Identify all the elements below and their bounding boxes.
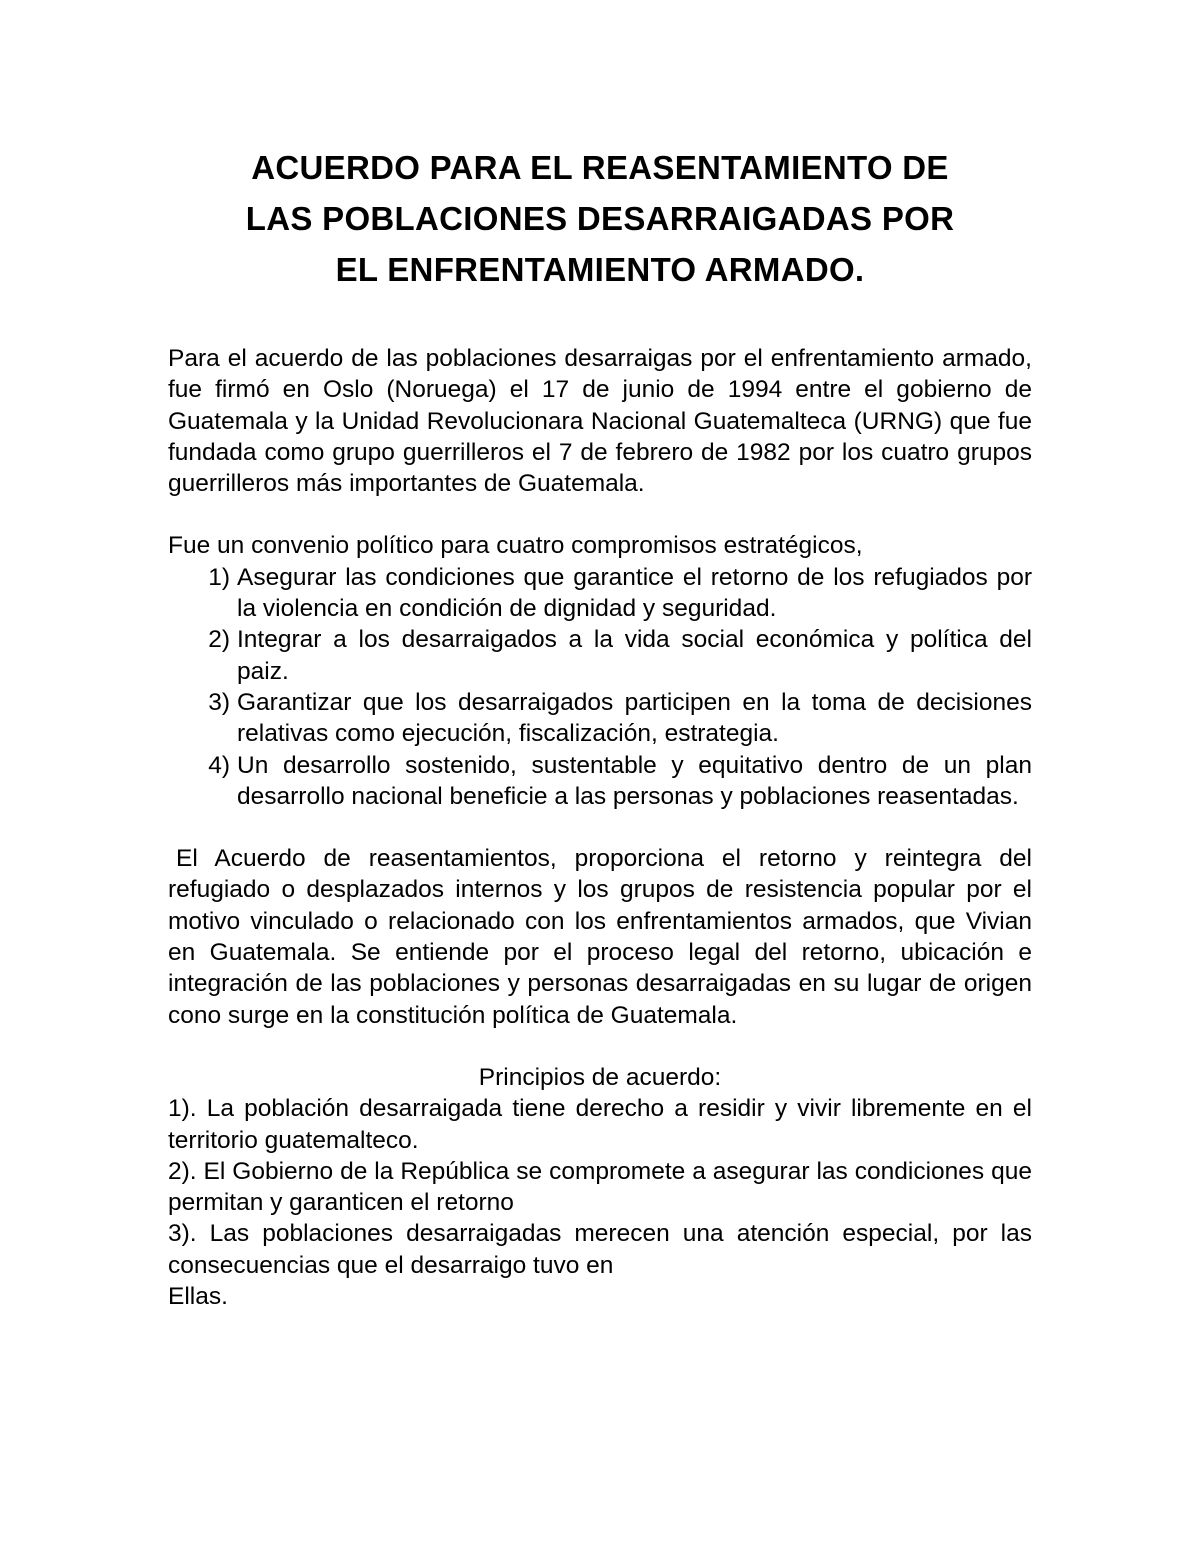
- list-item: [168, 750, 1032, 813]
- list-item-number: 4): [208, 751, 230, 779]
- document-page: [168, 142, 1032, 1312]
- document-title: [168, 142, 1032, 295]
- title-line-1: ACUERDO PARA EL REASENTAMIENTO DE: [251, 149, 949, 186]
- principle-item: 3). Las poblaciones desarraigadas merecen una atención especial, por las consecuencias que el desarraigo tuvo en: [168, 1220, 1032, 1279]
- list-item-text: Un desarrollo sostenido, sustentable y equitativo dentro de un plan desarrollo nacional beneficie a las personas y poblaciones reasentadas.: [237, 751, 1032, 810]
- list-item-text: Garantizar que los desarraigados participen en la toma de decisiones relativas como ejecución, fiscalización, estrategia.: [237, 688, 1032, 748]
- commitments-list: [168, 562, 1032, 812]
- list-item-number: 1): [208, 563, 230, 591]
- intro-paragraph: Para el acuerdo de las poblaciones desarraigas por el enfrentamiento armado, fue firmó en Oslo (Noruega) el 17 de junio de 1994 entre el gobierno de Guatemala y la Unidad Revolucionara Nacional Guatemalteca (URNG) que fue fundada como grupo guerrilleros el 7 de febrero de 1982 por los cuatro grupos guerrilleros más importantes de Guatemala.: [168, 345, 1032, 498]
- list-item: [168, 562, 1032, 625]
- title-line-3: EL ENFRENTAMIENTO ARMADO.: [335, 251, 865, 288]
- list-item: [168, 624, 1032, 687]
- list-item-text: Integrar a los desarraigados a la vida social económica y política del paiz.: [237, 626, 1032, 685]
- resettlement-paragraph: El Acuerdo de reasentamientos, proporciona el retorno y reintegra del refugiado o desplazados internos y los grupos de resistencia popular por el motivo vinculado o relacionado con los enfrentamientos armados, que Vivian en Guatemala. Se entiende por el proceso legal del retorno, ubicación e integración de las poblaciones y personas desarraigadas en su lugar de origen cono surge en la constitución política de Guatemala.: [168, 845, 1032, 1029]
- list-item: [168, 687, 1032, 750]
- principle-item: 2). El Gobierno de la República se compromete a asegurar las condiciones que permitan y garanticen el retorno: [168, 1157, 1032, 1217]
- title-line-2: LAS POBLACIONES DESARRAIGADAS POR: [245, 200, 955, 237]
- principle-item: 1). La población desarraigada tiene derecho a residir y vivir libremente en el territorio guatemalteco.: [168, 1095, 1032, 1154]
- closing-word: Ellas.: [168, 1283, 228, 1311]
- principles-heading: Principios de acuerdo:: [478, 1063, 722, 1091]
- list-item-text: Asegurar las condiciones que garantice el retorno de los refugiados por la violencia en condición de dignidad y seguridad.: [237, 563, 1032, 623]
- list-item-number: 2): [208, 626, 230, 654]
- commitments-intro: Fue un convenio político para cuatro compromisos estratégicos,: [168, 532, 863, 560]
- list-item-number: 3): [208, 688, 230, 716]
